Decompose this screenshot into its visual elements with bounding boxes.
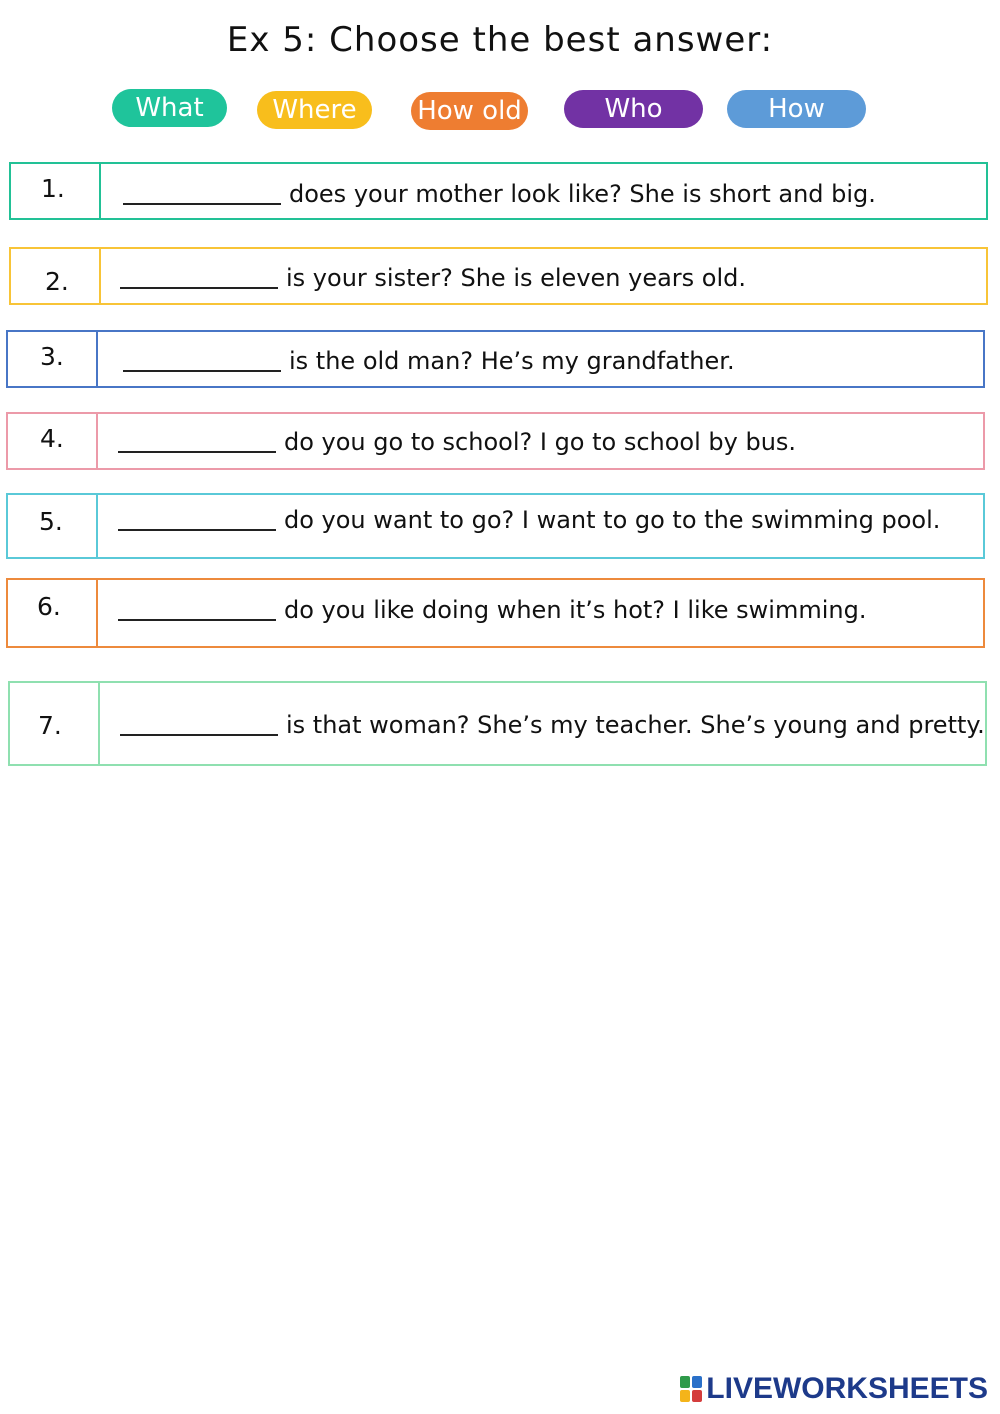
answer-blank[interactable] xyxy=(123,370,281,372)
answer-blank[interactable] xyxy=(120,734,278,736)
logo-square xyxy=(692,1376,702,1388)
question-row-3 xyxy=(6,330,985,388)
question-sentence xyxy=(101,164,986,218)
question-sentence xyxy=(98,332,983,386)
question-sentence xyxy=(98,414,983,468)
question-number-cell xyxy=(11,164,101,218)
question-text: is that woman? She’s my teacher. She’s young and pretty. xyxy=(286,710,985,739)
question-sentence xyxy=(101,249,986,303)
question-text: do you like doing when it’s hot? I like swimming. xyxy=(284,596,867,624)
answer-blank[interactable] xyxy=(118,619,276,621)
liveworksheets-brand[interactable] xyxy=(680,1372,988,1406)
question-number-cell xyxy=(8,580,98,646)
logo-square xyxy=(692,1390,702,1402)
question-number: 3. xyxy=(40,342,64,371)
logo-square xyxy=(680,1390,690,1402)
question-sentence xyxy=(98,495,983,557)
word-bank-how-old[interactable] xyxy=(411,92,528,130)
liveworksheets-logo-icon xyxy=(680,1376,702,1402)
question-number: 6. xyxy=(37,592,61,621)
word-bank-where[interactable] xyxy=(257,91,372,129)
question-text: does your mother look like? She is short and big. xyxy=(289,180,876,208)
question-row-2 xyxy=(9,247,988,305)
answer-blank[interactable] xyxy=(118,529,276,531)
answer-blank[interactable] xyxy=(120,287,278,289)
question-row-1 xyxy=(9,162,988,220)
question-sentence xyxy=(100,683,985,764)
question-number: 1. xyxy=(41,174,65,203)
question-text: is the old man? He’s my grandfather. xyxy=(289,347,735,375)
question-row-6 xyxy=(6,578,985,648)
question-text: is your sister? She is eleven years old. xyxy=(286,264,747,292)
question-row-7 xyxy=(8,681,987,766)
question-sentence xyxy=(98,580,983,646)
logo-square xyxy=(680,1376,690,1388)
question-number: 7. xyxy=(38,711,62,740)
word-bank-label: How xyxy=(768,94,825,124)
word-bank-what[interactable] xyxy=(112,89,227,127)
answer-blank[interactable] xyxy=(118,451,276,453)
question-number: 2. xyxy=(45,267,69,296)
question-number-cell xyxy=(8,495,98,557)
question-number-cell xyxy=(10,683,100,764)
question-row-4 xyxy=(6,412,985,470)
word-bank-how[interactable] xyxy=(727,90,866,128)
exercise-title: Ex 5: Choose the best answer: xyxy=(226,20,774,60)
word-bank-label: How old xyxy=(417,96,522,126)
word-bank-label: Who xyxy=(604,94,663,124)
question-number-cell xyxy=(11,249,101,303)
word-bank-label: What xyxy=(135,93,204,123)
answer-blank[interactable] xyxy=(123,203,281,205)
question-number: 4. xyxy=(40,424,64,453)
word-bank-who[interactable] xyxy=(564,90,703,128)
question-row-5 xyxy=(6,493,985,559)
question-number-cell xyxy=(8,332,98,386)
question-text: do you want to go? I want to go to the swimming pool. xyxy=(284,506,941,534)
brand-text: LIVEWORKSHEETS xyxy=(706,1372,988,1405)
question-number: 5. xyxy=(39,507,63,536)
word-bank-label: Where xyxy=(272,95,357,125)
question-text: do you go to school? I go to school by bus. xyxy=(284,428,797,456)
question-number-cell xyxy=(8,414,98,468)
